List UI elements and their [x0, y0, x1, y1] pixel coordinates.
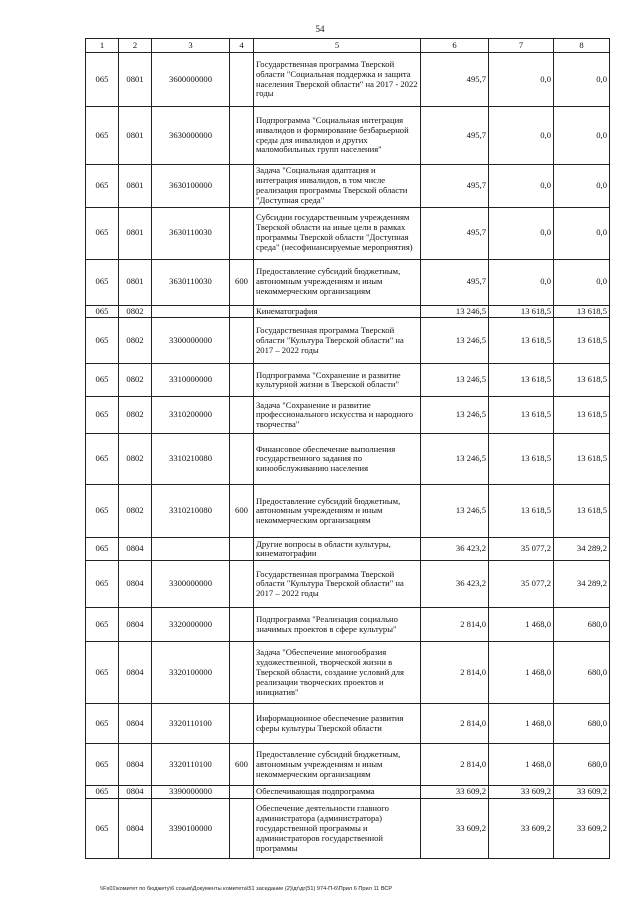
amount-cell: 13 618,5	[489, 364, 554, 397]
expense-type-cell	[230, 561, 254, 608]
expense-type-cell	[230, 538, 254, 561]
subsection-code-cell: 0804	[119, 561, 152, 608]
amount-cell: 0,0	[489, 207, 554, 259]
header-cell: 8	[554, 39, 610, 53]
target-code-cell: 3630000000	[152, 107, 230, 165]
amount-cell: 33 609,2	[554, 799, 610, 859]
section-code-cell: 065	[86, 642, 119, 704]
amount-cell: 13 618,5	[554, 397, 610, 434]
header-cell: 1	[86, 39, 119, 53]
subsection-code-cell: 0802	[119, 305, 152, 318]
amount-cell: 0,0	[489, 259, 554, 305]
section-code-cell: 065	[86, 207, 119, 259]
subsection-code-cell: 0801	[119, 107, 152, 165]
amount-cell: 13 246,5	[421, 434, 489, 485]
amount-cell: 1 468,0	[489, 642, 554, 704]
amount-cell: 0,0	[489, 53, 554, 107]
amount-cell: 13 246,5	[421, 397, 489, 434]
amount-cell: 0,0	[489, 107, 554, 165]
description-cell: Информационное обеспечение развития сферы культуры Тверской области	[254, 704, 421, 744]
description-cell: Государственная программа Тверской области "Культура Тверской области" на 2017 – 2022 годы	[254, 561, 421, 608]
subsection-code-cell: 0804	[119, 704, 152, 744]
target-code-cell: 3390100000	[152, 799, 230, 859]
amount-cell: 495,7	[421, 53, 489, 107]
expense-type-cell: 600	[230, 259, 254, 305]
amount-cell: 0,0	[554, 53, 610, 107]
description-cell: Предоставление субсидий бюджетным, автономным учреждениям и иным некоммерческим организациям	[254, 485, 421, 538]
amount-cell: 495,7	[421, 207, 489, 259]
amount-cell: 0,0	[554, 259, 610, 305]
amount-cell: 1 468,0	[489, 744, 554, 786]
table-row	[86, 53, 610, 107]
expense-type-cell	[230, 608, 254, 642]
subsection-code-cell: 0802	[119, 434, 152, 485]
table-row	[86, 107, 610, 165]
expense-type-cell	[230, 364, 254, 397]
subsection-code-cell: 0801	[119, 165, 152, 208]
amount-cell: 36 423,2	[421, 561, 489, 608]
page-number: 54	[315, 24, 325, 34]
section-code-cell: 065	[86, 704, 119, 744]
amount-cell: 0,0	[489, 165, 554, 208]
expense-type-cell	[230, 397, 254, 434]
section-code-cell: 065	[86, 538, 119, 561]
budget-table	[85, 38, 610, 859]
target-code-cell: 3300000000	[152, 561, 230, 608]
amount-cell: 13 618,5	[489, 434, 554, 485]
description-cell: Другие вопросы в области культуры, кинематографии	[254, 538, 421, 561]
description-cell: Государственная программа Тверской области "Социальная поддержка и защита населения Тверской области" на 2017 - 2022 годы	[254, 53, 421, 107]
subsection-code-cell: 0804	[119, 799, 152, 859]
amount-cell: 13 618,5	[489, 397, 554, 434]
amount-cell: 13 246,5	[421, 364, 489, 397]
section-code-cell: 065	[86, 434, 119, 485]
subsection-code-cell: 0802	[119, 397, 152, 434]
table-row	[86, 259, 610, 305]
subsection-code-cell: 0801	[119, 207, 152, 259]
expense-type-cell	[230, 434, 254, 485]
amount-cell: 13 618,5	[489, 485, 554, 538]
target-code-cell: 3600000000	[152, 53, 230, 107]
table-row	[86, 207, 610, 259]
expense-type-cell	[230, 107, 254, 165]
amount-cell: 33 609,2	[554, 786, 610, 799]
description-cell: Государственная программа Тверской области "Культура Тверской области" на 2017 – 2022 годы	[254, 318, 421, 364]
description-cell: Предоставление субсидий бюджетным, автономным учреждениям и иным некоммерческим организациям	[254, 744, 421, 786]
header-cell: 7	[489, 39, 554, 53]
amount-cell: 680,0	[554, 608, 610, 642]
amount-cell: 35 077,2	[489, 561, 554, 608]
section-code-cell: 065	[86, 53, 119, 107]
amount-cell: 13 618,5	[489, 305, 554, 318]
amount-cell: 33 609,2	[489, 786, 554, 799]
table-row	[86, 305, 610, 318]
amount-cell: 2 814,0	[421, 642, 489, 704]
target-code-cell	[152, 538, 230, 561]
subsection-code-cell: 0802	[119, 364, 152, 397]
section-code-cell: 065	[86, 485, 119, 538]
amount-cell: 495,7	[421, 165, 489, 208]
amount-cell: 495,7	[421, 107, 489, 165]
table-row	[86, 397, 610, 434]
target-code-cell: 3630110030	[152, 207, 230, 259]
subsection-code-cell: 0801	[119, 53, 152, 107]
expense-type-cell	[230, 305, 254, 318]
subsection-code-cell: 0804	[119, 538, 152, 561]
subsection-code-cell: 0804	[119, 786, 152, 799]
section-code-cell: 065	[86, 608, 119, 642]
subsection-code-cell: 0802	[119, 485, 152, 538]
subsection-code-cell: 0804	[119, 608, 152, 642]
amount-cell: 13 618,5	[554, 318, 610, 364]
expense-type-cell	[230, 786, 254, 799]
subsection-code-cell: 0804	[119, 744, 152, 786]
target-code-cell: 3320000000	[152, 608, 230, 642]
amount-cell: 13 618,5	[489, 318, 554, 364]
section-code-cell: 065	[86, 107, 119, 165]
expense-type-cell	[230, 642, 254, 704]
table-row	[86, 364, 610, 397]
section-code-cell: 065	[86, 364, 119, 397]
header-cell: 6	[421, 39, 489, 53]
table-row	[86, 642, 610, 704]
target-code-cell: 3320100000	[152, 642, 230, 704]
amount-cell: 35 077,2	[489, 538, 554, 561]
description-cell: Обеспечение деятельности главного администратора (администратора) государственной программы и администраторов государственной программы	[254, 799, 421, 859]
table-row	[86, 538, 610, 561]
description-cell: Подпрограмма "Реализация социально значимых проектов в сфере культуры"	[254, 608, 421, 642]
table-row	[86, 608, 610, 642]
amount-cell: 2 814,0	[421, 744, 489, 786]
amount-cell: 680,0	[554, 642, 610, 704]
section-code-cell: 065	[86, 318, 119, 364]
amount-cell: 2 814,0	[421, 704, 489, 744]
table-row	[86, 485, 610, 538]
amount-cell: 0,0	[554, 107, 610, 165]
target-code-cell: 3310210080	[152, 485, 230, 538]
amount-cell: 13 618,5	[554, 364, 610, 397]
description-cell: Субсидии государственным учреждениям Тверской области на иные цели в рамках программы Тверской области "Доступная среда" (несофинансируемые мероприятия)	[254, 207, 421, 259]
expense-type-cell	[230, 799, 254, 859]
target-code-cell: 3310200000	[152, 397, 230, 434]
section-code-cell: 065	[86, 165, 119, 208]
description-cell: Кинематография	[254, 305, 421, 318]
header-cell: 4	[230, 39, 254, 53]
amount-cell: 13 246,5	[421, 485, 489, 538]
amount-cell: 1 468,0	[489, 608, 554, 642]
target-code-cell	[152, 305, 230, 318]
section-code-cell: 065	[86, 397, 119, 434]
header-row	[86, 39, 610, 53]
table-row	[86, 318, 610, 364]
table-row	[86, 165, 610, 208]
section-code-cell: 065	[86, 259, 119, 305]
target-code-cell: 3310210080	[152, 434, 230, 485]
amount-cell: 0,0	[554, 165, 610, 208]
expense-type-cell: 600	[230, 485, 254, 538]
target-code-cell: 3310000000	[152, 364, 230, 397]
amount-cell: 34 289,2	[554, 561, 610, 608]
amount-cell: 34 289,2	[554, 538, 610, 561]
subsection-code-cell: 0802	[119, 318, 152, 364]
amount-cell: 495,7	[421, 259, 489, 305]
table-row	[86, 744, 610, 786]
table-row	[86, 561, 610, 608]
table-body	[86, 53, 610, 859]
amount-cell: 2 814,0	[421, 608, 489, 642]
section-code-cell: 065	[86, 561, 119, 608]
subsection-code-cell: 0804	[119, 642, 152, 704]
description-cell: Задача "Социальная адаптация и интеграция инвалидов, в том числе реализация программы Тверской области "Доступная среда"	[254, 165, 421, 208]
description-cell: Финансовое обеспечение выполнения государственного задания по кинообслуживанию населения	[254, 434, 421, 485]
amount-cell: 0,0	[554, 207, 610, 259]
description-cell: Подпрограмма "Сохранение и развитие культурной жизни в Тверской области"	[254, 364, 421, 397]
table-row	[86, 799, 610, 859]
expense-type-cell	[230, 207, 254, 259]
amount-cell: 680,0	[554, 704, 610, 744]
target-code-cell: 3630110030	[152, 259, 230, 305]
amount-cell: 680,0	[554, 744, 610, 786]
expense-type-cell: 600	[230, 744, 254, 786]
description-cell: Предоставление субсидий бюджетным, автономным учреждениям и иным некоммерческим организациям	[254, 259, 421, 305]
section-code-cell: 065	[86, 799, 119, 859]
table-row	[86, 434, 610, 485]
target-code-cell: 3320110100	[152, 744, 230, 786]
section-code-cell: 065	[86, 305, 119, 318]
description-cell: Обеспечивающая подпрограмма	[254, 786, 421, 799]
footer-file-path: \\Fs01\комитет по бюджету\6 созыв\Документы комитета\51 заседание (2)\дг\дг(51) 974-П-6\Прил 6 Прил 11 ВСР	[100, 886, 393, 892]
section-code-cell: 065	[86, 786, 119, 799]
amount-cell: 33 609,2	[489, 799, 554, 859]
amount-cell: 33 609,2	[421, 786, 489, 799]
description-cell: Подпрограмма "Социальная интеграция инвалидов и формирование безбарьерной среды для инвалидов и других маломобильных групп населения"	[254, 107, 421, 165]
expense-type-cell	[230, 165, 254, 208]
amount-cell: 13 246,5	[421, 305, 489, 318]
amount-cell: 13 246,5	[421, 318, 489, 364]
header-cell: 3	[152, 39, 230, 53]
header-cell: 2	[119, 39, 152, 53]
amount-cell: 1 468,0	[489, 704, 554, 744]
amount-cell: 13 618,5	[554, 434, 610, 485]
header-cell: 5	[254, 39, 421, 53]
target-code-cell: 3390000000	[152, 786, 230, 799]
target-code-cell: 3300000000	[152, 318, 230, 364]
expense-type-cell	[230, 704, 254, 744]
amount-cell: 33 609,2	[421, 799, 489, 859]
target-code-cell: 3320110100	[152, 704, 230, 744]
amount-cell: 13 618,5	[554, 305, 610, 318]
section-code-cell: 065	[86, 744, 119, 786]
description-cell: Задача "Обеспечение многообразия художественной, творческой жизни в Тверской области, создание условий для реализации творческих проектов и инициатив"	[254, 642, 421, 704]
amount-cell: 13 618,5	[554, 485, 610, 538]
expense-type-cell	[230, 53, 254, 107]
table-row	[86, 704, 610, 744]
expense-type-cell	[230, 318, 254, 364]
description-cell: Задача "Сохранение и развитие профессионального искусства и народного творчества"	[254, 397, 421, 434]
table-row	[86, 786, 610, 799]
amount-cell: 36 423,2	[421, 538, 489, 561]
target-code-cell: 3630100000	[152, 165, 230, 208]
subsection-code-cell: 0801	[119, 259, 152, 305]
